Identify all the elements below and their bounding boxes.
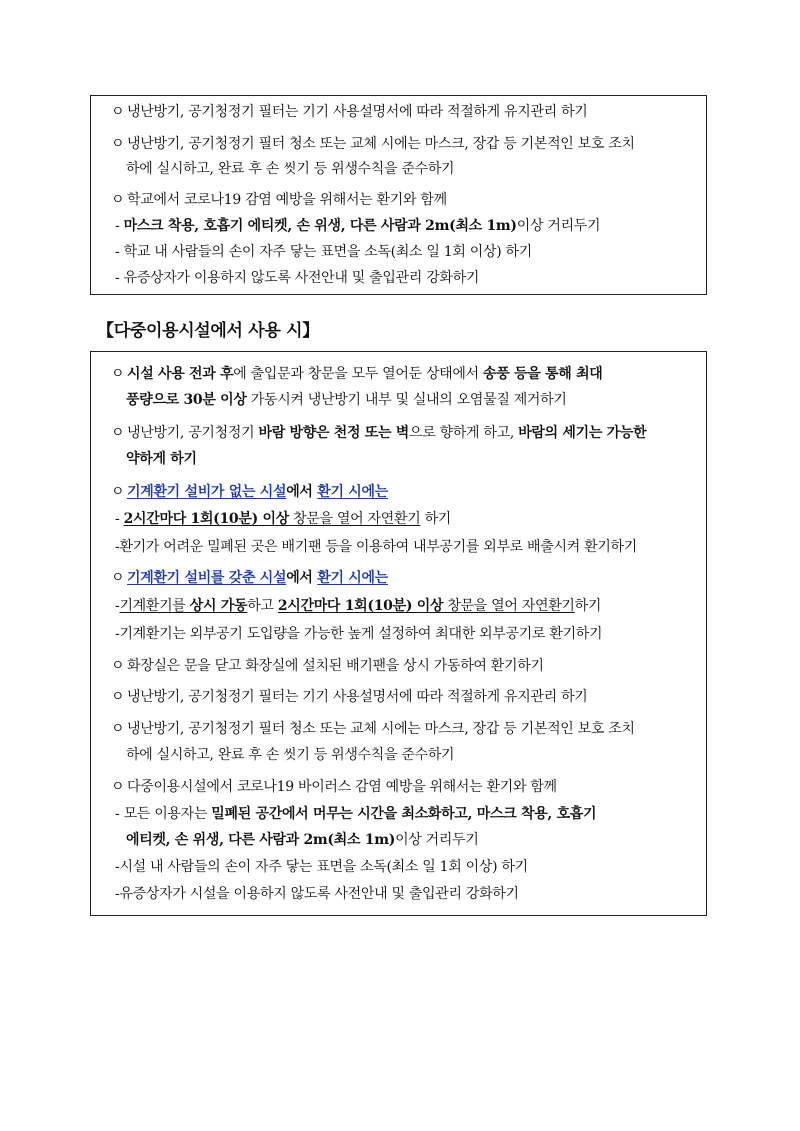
guideline-item-continuation: 약하게 하기	[126, 451, 197, 467]
school-guidelines-box	[90, 95, 707, 295]
bullet-icon: ㅇ	[111, 779, 125, 795]
guideline-item-continuation: 풍량으로 30분 이상 가동시켜 냉난방기 내부 및 실내의 오염물질 제거하기	[126, 392, 567, 408]
guideline-item: ㅇ 냉난방기, 공기청정기 필터는 기기 사용설명서에 따라 적절하게 유지관리 하기	[111, 689, 588, 705]
guideline-subitem-continuation: 에티켓, 손 위생, 다른 사람과 2m(최소 1m)이상 거리두기	[126, 832, 479, 848]
public-facility-guidelines-box	[90, 351, 707, 916]
guideline-item-continuation: 하에 실시하고, 완료 후 손 씻기 등 위생수칙을 준수하기	[126, 747, 455, 763]
guideline-subitem: - 2시간마다 1회(10분) 이상 창문을 열어 자연환기 하기	[115, 511, 452, 527]
guideline-item: ㅇ 학교에서 코로나19 감염 예방을 위해서는 환기와 함께	[111, 192, 447, 208]
bullet-icon: ㅇ	[111, 192, 125, 208]
guideline-subitem: - 학교 내 사람들의 손이 자주 닿는 표면을 소독(최소 일 1회 이상) 하기	[115, 244, 532, 260]
guideline-item: ㅇ 시설 사용 전과 후에 출입문과 창문을 모두 열어둔 상태에서 송풍 등을 통해 최대	[111, 366, 603, 382]
guideline-subitem: -시설 내 사람들의 손이 자주 닿는 표면을 소독(최소 일 1회 이상) 하기	[115, 859, 528, 875]
guideline-subitem: -기계환기를 상시 가동하고 2시간마다 1회(10분) 이상 창문을 열어 자연환기하기	[115, 598, 602, 614]
guideline-subitem: - 모든 이용자는 밀폐된 공간에서 머무는 시간을 최소화하고, 마스크 착용, 호흡기	[115, 806, 597, 822]
section-title: 【다중이용시설에서 사용 시】	[97, 321, 319, 341]
bullet-icon: ㅇ	[111, 366, 125, 382]
guideline-item: ㅇ 기계환기 설비가 없는 시설에서 환기 시에는	[111, 484, 388, 500]
guideline-item: ㅇ 냉난방기, 공기청정기 필터 청소 또는 교체 시에는 마스크, 장갑 등 기본적인 보호 조치	[111, 136, 635, 152]
guideline-item: ㅇ 다중이용시설에서 코로나19 바이러스 감염 예방을 위해서는 환기와 함께	[111, 779, 557, 795]
guideline-subitem: - 마스크 착용, 호흡기 에티켓, 손 위생, 다른 사람과 2m(최소 1m)이상 거리두기	[115, 218, 601, 234]
guideline-subitem: -기계환기는 외부공기 도입량을 가능한 높게 설정하여 최대한 외부공기로 환기하기	[115, 626, 603, 642]
bullet-icon: ㅇ	[111, 425, 125, 441]
bullet-icon: ㅇ	[111, 689, 125, 705]
guideline-item: ㅇ 화장실은 문을 닫고 화장실에 설치된 배기팬을 상시 가동하여 환기하기	[111, 658, 544, 674]
guideline-subitem: -유증상자가 시설을 이용하지 않도록 사전안내 및 출입관리 강화하기	[115, 886, 519, 902]
guideline-item: ㅇ 냉난방기, 공기청정기 필터는 기기 사용설명서에 따라 적절하게 유지관리 하기	[111, 104, 588, 120]
bullet-icon: ㅇ	[111, 136, 125, 152]
guideline-item: ㅇ 냉난방기, 공기청정기 필터 청소 또는 교체 시에는 마스크, 장갑 등 기본적인 보호 조치	[111, 721, 635, 737]
guideline-subitem: - 유증상자가 이용하지 않도록 사전안내 및 출입관리 강화하기	[115, 270, 480, 286]
guideline-item: ㅇ 냉난방기, 공기청정기 바람 방향은 천정 또는 벽으로 향하게 하고, 바람의 세기는 가능한	[111, 425, 647, 441]
bullet-icon: ㅇ	[111, 658, 125, 674]
bullet-icon: ㅇ	[111, 484, 125, 500]
bullet-icon: ㅇ	[111, 721, 125, 737]
guideline-item: ㅇ 기계환기 설비를 갖춘 시설에서 환기 시에는	[111, 570, 388, 586]
guideline-subitem: -환기가 어려운 밀폐된 곳은 배기팬 등을 이용하여 내부공기를 외부로 배출시켜 환기하기	[115, 539, 638, 555]
bullet-icon: ㅇ	[111, 570, 125, 586]
guideline-item-continuation: 하에 실시하고, 완료 후 손 씻기 등 위생수칙을 준수하기	[126, 161, 455, 177]
bullet-icon: ㅇ	[111, 104, 125, 120]
